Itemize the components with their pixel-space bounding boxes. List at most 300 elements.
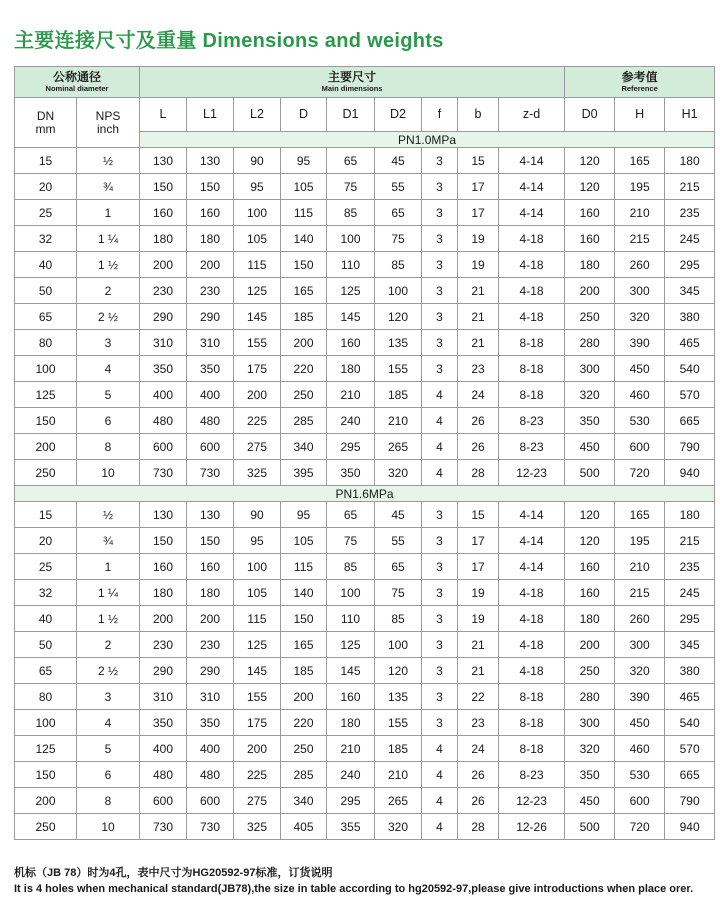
table-cell: 355 (327, 814, 375, 840)
table-cell: 210 (375, 408, 422, 434)
table-cell: 160 (140, 554, 187, 580)
table-cell: 3 (422, 356, 458, 382)
table-cell: 450 (565, 434, 615, 460)
table-cell: 200 (565, 632, 615, 658)
table-cell: 3 (422, 528, 458, 554)
table-cell: 480 (187, 762, 234, 788)
table-cell: 19 (458, 226, 499, 252)
table-cell: 85 (327, 554, 375, 580)
table-cell: 295 (665, 252, 715, 278)
table-cell: 180 (187, 580, 234, 606)
table-cell: 340 (281, 788, 327, 814)
table-cell: 195 (615, 174, 665, 200)
table-cell: 21 (458, 658, 499, 684)
table-cell: 26 (458, 762, 499, 788)
table-cell: 32 (15, 580, 77, 606)
table-cell: 320 (565, 382, 615, 408)
table-cell: 290 (140, 304, 187, 330)
table-cell: 340 (281, 434, 327, 460)
dimensions-table (14, 66, 715, 840)
table-cell: 150 (187, 528, 234, 554)
table-cell: 160 (565, 554, 615, 580)
table-row (15, 580, 715, 606)
table-cell: 3 (422, 148, 458, 174)
table-cell: 150 (140, 528, 187, 554)
table-cell: 180 (140, 226, 187, 252)
table-cell: 65 (375, 554, 422, 580)
table-cell: 200 (281, 330, 327, 356)
table-cell: 250 (565, 304, 615, 330)
table-cell: 320 (375, 814, 422, 840)
table-cell: 100 (15, 356, 77, 382)
table-cell: 480 (187, 408, 234, 434)
table-cell: 210 (327, 736, 375, 762)
table-cell: 155 (234, 684, 281, 710)
table-cell: 350 (140, 710, 187, 736)
table-cell: 4-14 (499, 174, 565, 200)
table-cell: 95 (234, 528, 281, 554)
table-cell: 450 (565, 788, 615, 814)
column-header-h: H (615, 98, 665, 132)
footnote-english: It is 4 holes when mechanical standard(JB78),the size in table according to hg20592-97,please give introductions when place orer. (14, 883, 694, 895)
table-cell: 295 (327, 434, 375, 460)
table-cell: 8-23 (499, 408, 565, 434)
table-cell: 325 (234, 460, 281, 486)
table-cell: 275 (234, 434, 281, 460)
table-cell: 2 ½ (77, 658, 140, 684)
column-header-d: D (281, 98, 327, 132)
table-cell: 160 (565, 200, 615, 226)
table-cell: 350 (327, 460, 375, 486)
table-cell: 345 (665, 278, 715, 304)
table-cell: 250 (15, 460, 77, 486)
table-cell: 2 (77, 632, 140, 658)
table-cell: 320 (615, 658, 665, 684)
table-row (15, 684, 715, 710)
table-cell: 395 (281, 460, 327, 486)
table-row (15, 736, 715, 762)
table-cell: 540 (665, 356, 715, 382)
table-cell: 165 (281, 632, 327, 658)
table-cell: 185 (281, 658, 327, 684)
table-cell: 260 (615, 252, 665, 278)
table-row (15, 356, 715, 382)
table-cell: 185 (281, 304, 327, 330)
table-cell: 480 (140, 408, 187, 434)
table-cell: 4-18 (499, 226, 565, 252)
nominal-diameter-header: 公称通径 Nominal diameter (15, 67, 140, 98)
table-cell: 20 (15, 528, 77, 554)
table-cell: 4-18 (499, 304, 565, 330)
table-cell: 295 (327, 788, 375, 814)
table-row (15, 554, 715, 580)
table-cell: 3 (422, 304, 458, 330)
table-cell: 4 (77, 710, 140, 736)
table-cell: 275 (234, 788, 281, 814)
column-header-l1: L1 (187, 98, 234, 132)
table-cell: 3 (77, 684, 140, 710)
table-cell: 15 (15, 148, 77, 174)
table-cell: 5 (77, 736, 140, 762)
table-cell: 175 (234, 356, 281, 382)
table-cell: 940 (665, 814, 715, 840)
table-cell: ¾ (77, 174, 140, 200)
table-cell: 150 (281, 252, 327, 278)
table-cell: 4-14 (499, 200, 565, 226)
table-cell: 230 (140, 278, 187, 304)
table-cell: 12-23 (499, 460, 565, 486)
column-header-row (15, 98, 715, 132)
table-cell: 3 (422, 174, 458, 200)
table-cell: 285 (281, 408, 327, 434)
table-cell: 320 (375, 460, 422, 486)
table-row (15, 330, 715, 356)
table-cell: 210 (375, 762, 422, 788)
table-cell: 180 (565, 252, 615, 278)
table-row (15, 226, 715, 252)
table-cell: 165 (615, 502, 665, 528)
table-cell: 150 (281, 606, 327, 632)
table-cell: 460 (615, 382, 665, 408)
table-cell: 215 (615, 580, 665, 606)
table-cell: 730 (187, 814, 234, 840)
table-cell: 390 (615, 684, 665, 710)
table-cell: 8 (77, 788, 140, 814)
table-cell: 195 (615, 528, 665, 554)
table-cell: 500 (565, 460, 615, 486)
table-cell: 390 (615, 330, 665, 356)
table-cell: 285 (281, 762, 327, 788)
table-cell: 90 (234, 502, 281, 528)
table-row (15, 382, 715, 408)
table-cell: 3 (422, 252, 458, 278)
table-cell: 310 (187, 330, 234, 356)
table-cell: 115 (281, 200, 327, 226)
section-label-row (15, 486, 715, 502)
table-cell: 19 (458, 606, 499, 632)
table-cell: 200 (140, 252, 187, 278)
table-cell: 250 (565, 658, 615, 684)
table-cell: 600 (140, 788, 187, 814)
table-cell: 300 (565, 356, 615, 382)
table-cell: 115 (234, 606, 281, 632)
table-cell: 8-18 (499, 736, 565, 762)
table-row (15, 632, 715, 658)
table-cell: 220 (281, 710, 327, 736)
table-cell: 4 (422, 762, 458, 788)
table-cell: 730 (140, 460, 187, 486)
table-cell: 400 (140, 382, 187, 408)
table-cell: 185 (375, 382, 422, 408)
table-cell: 215 (665, 174, 715, 200)
table-cell: 1 (77, 554, 140, 580)
table-cell: 4 (77, 356, 140, 382)
table-cell: 300 (615, 632, 665, 658)
table-cell: 3 (422, 502, 458, 528)
table-cell: 215 (615, 226, 665, 252)
table-cell: 180 (140, 580, 187, 606)
table-cell: 24 (458, 382, 499, 408)
table-cell: 250 (281, 736, 327, 762)
table-cell: 230 (187, 278, 234, 304)
table-cell: 3 (422, 658, 458, 684)
pn10-rows (15, 148, 715, 486)
table-cell: 17 (458, 174, 499, 200)
table-cell: 4-14 (499, 148, 565, 174)
table-cell: 400 (140, 736, 187, 762)
table-cell: 250 (281, 382, 327, 408)
table-cell: 15 (15, 502, 77, 528)
table-cell: 235 (665, 200, 715, 226)
nps-column-header: NPS inch (77, 98, 140, 148)
table-cell: 450 (615, 710, 665, 736)
table-cell: 22 (458, 684, 499, 710)
table-cell: 4 (422, 382, 458, 408)
table-cell: 235 (665, 554, 715, 580)
table-cell: 350 (565, 762, 615, 788)
table-cell: 120 (375, 658, 422, 684)
table-cell: 21 (458, 330, 499, 356)
table-cell: 790 (665, 788, 715, 814)
table-row (15, 148, 715, 174)
table-row (15, 658, 715, 684)
table-cell: 100 (15, 710, 77, 736)
table-cell: 325 (234, 814, 281, 840)
table-cell: 75 (375, 226, 422, 252)
table-cell: 380 (665, 658, 715, 684)
table-cell: 790 (665, 434, 715, 460)
table-row (15, 762, 715, 788)
table-cell: 80 (15, 684, 77, 710)
table-cell: 155 (375, 356, 422, 382)
table-cell: 225 (234, 408, 281, 434)
table-cell: 465 (665, 684, 715, 710)
table-cell: 3 (422, 330, 458, 356)
table-cell: 125 (15, 382, 77, 408)
table-cell: 4-18 (499, 278, 565, 304)
table-cell: 600 (140, 434, 187, 460)
table-cell: 150 (187, 174, 234, 200)
table-cell: 465 (665, 330, 715, 356)
table-cell: 210 (327, 382, 375, 408)
table-cell: 19 (458, 580, 499, 606)
table-cell: 3 (77, 330, 140, 356)
table-cell: 200 (234, 382, 281, 408)
table-cell: 165 (615, 148, 665, 174)
table-cell: 175 (234, 710, 281, 736)
table-row (15, 502, 715, 528)
table-cell: 4 (422, 788, 458, 814)
table-cell: 600 (615, 788, 665, 814)
table-row (15, 174, 715, 200)
table-cell: 350 (187, 710, 234, 736)
table-cell: 295 (665, 606, 715, 632)
table-cell: 100 (375, 632, 422, 658)
table-cell: 26 (458, 434, 499, 460)
table-cell: 8-18 (499, 710, 565, 736)
table-cell: 320 (565, 736, 615, 762)
table-cell: 125 (327, 632, 375, 658)
table-cell: 150 (140, 174, 187, 200)
table-cell: 90 (234, 148, 281, 174)
table-cell: 4 (422, 460, 458, 486)
table-cell: 310 (140, 330, 187, 356)
table-cell: 19 (458, 252, 499, 278)
table-cell: 225 (234, 762, 281, 788)
table-cell: 210 (615, 554, 665, 580)
table-cell: 65 (15, 658, 77, 684)
table-cell: 28 (458, 460, 499, 486)
table-cell: 10 (77, 460, 140, 486)
table-cell: 3 (422, 278, 458, 304)
table-cell: 65 (375, 200, 422, 226)
table-cell: 95 (234, 174, 281, 200)
table-cell: 200 (187, 252, 234, 278)
table-cell: 120 (565, 148, 615, 174)
table-cell: 160 (327, 684, 375, 710)
table-cell: 600 (187, 788, 234, 814)
table-cell: 4-14 (499, 502, 565, 528)
section-label-pn10: PN1.0MPa (140, 132, 715, 148)
table-cell: 50 (15, 632, 77, 658)
table-cell: 115 (234, 252, 281, 278)
table-cell: 730 (187, 460, 234, 486)
table-cell: 6 (77, 408, 140, 434)
table-cell: 215 (665, 528, 715, 554)
table-cell: 200 (187, 606, 234, 632)
table-cell: 100 (234, 200, 281, 226)
table-cell: 1 ½ (77, 252, 140, 278)
reference-header: 参考值 Reference (565, 67, 715, 98)
table-cell: 12-26 (499, 814, 565, 840)
table-cell: 3 (422, 554, 458, 580)
table-cell: 4 (422, 434, 458, 460)
table-cell: 480 (140, 762, 187, 788)
table-cell: 160 (187, 200, 234, 226)
table-cell: 75 (327, 174, 375, 200)
table-row (15, 434, 715, 460)
table-cell: 50 (15, 278, 77, 304)
table-cell: 40 (15, 606, 77, 632)
table-cell: 17 (458, 200, 499, 226)
table-cell: 10 (77, 814, 140, 840)
table-cell: 160 (565, 580, 615, 606)
table-cell: 100 (327, 226, 375, 252)
table-cell: 17 (458, 528, 499, 554)
table-cell: 28 (458, 814, 499, 840)
table-cell: 110 (327, 252, 375, 278)
table-cell: 240 (327, 408, 375, 434)
table-cell: 21 (458, 632, 499, 658)
table-cell: 85 (375, 252, 422, 278)
table-cell: 45 (375, 148, 422, 174)
column-header-d1: D1 (327, 98, 375, 132)
table-cell: 310 (187, 684, 234, 710)
table-row (15, 710, 715, 736)
table-cell: 500 (565, 814, 615, 840)
table-cell: 200 (234, 736, 281, 762)
table-cell: 65 (327, 502, 375, 528)
main-dimensions-header: 主要尺寸 Main dimensions (140, 67, 565, 98)
table-cell: ½ (77, 502, 140, 528)
table-cell: 245 (665, 580, 715, 606)
table-cell: 4-18 (499, 606, 565, 632)
table-cell: 250 (15, 814, 77, 840)
table-cell: 400 (187, 736, 234, 762)
table-cell: 400 (187, 382, 234, 408)
column-header-b: b (458, 98, 499, 132)
table-cell: 8-23 (499, 434, 565, 460)
table-cell: 120 (565, 528, 615, 554)
table-cell: 1 (77, 200, 140, 226)
table-cell: 80 (15, 330, 77, 356)
table-cell: 240 (327, 762, 375, 788)
table-cell: 85 (375, 606, 422, 632)
table-cell: 15 (458, 502, 499, 528)
table-cell: 220 (281, 356, 327, 382)
table-row (15, 460, 715, 486)
table-cell: 200 (15, 788, 77, 814)
table-cell: 26 (458, 788, 499, 814)
table-cell: 180 (565, 606, 615, 632)
pn16-label-group (15, 486, 715, 502)
table-row (15, 528, 715, 554)
table-cell: 265 (375, 434, 422, 460)
table-cell: 460 (615, 736, 665, 762)
table-cell: 4-14 (499, 528, 565, 554)
table-cell: 120 (375, 304, 422, 330)
table-cell: 21 (458, 278, 499, 304)
table-row (15, 252, 715, 278)
table-cell: 145 (234, 304, 281, 330)
table-cell: 665 (665, 408, 715, 434)
table-cell: 120 (565, 174, 615, 200)
table-cell: 730 (140, 814, 187, 840)
table-cell: 6 (77, 762, 140, 788)
table-cell: 17 (458, 554, 499, 580)
table-cell: 210 (615, 200, 665, 226)
table-cell: 25 (15, 200, 77, 226)
table-cell: 140 (281, 226, 327, 252)
table-cell: 65 (15, 304, 77, 330)
table-cell: 180 (187, 226, 234, 252)
page-title: 主要连接尺寸及重量 Dimensions and weights (14, 30, 444, 52)
table-cell: 2 ½ (77, 304, 140, 330)
table-cell: 280 (565, 684, 615, 710)
table-cell: 300 (565, 710, 615, 736)
table-cell: 4 (422, 736, 458, 762)
table-cell: 4-18 (499, 580, 565, 606)
table-cell: 180 (327, 356, 375, 382)
table-row (15, 814, 715, 840)
column-header-h1: H1 (665, 98, 715, 132)
table-cell: 350 (140, 356, 187, 382)
section-label-pn16: PN1.6MPa (15, 486, 715, 502)
table-cell: 120 (565, 502, 615, 528)
table-cell: 200 (281, 684, 327, 710)
table-cell: 350 (187, 356, 234, 382)
table-cell: 125 (234, 632, 281, 658)
column-header-d0: D0 (565, 98, 615, 132)
table-cell: 100 (327, 580, 375, 606)
table-cell: 3 (422, 684, 458, 710)
table-cell: 2 (77, 278, 140, 304)
table-cell: 1 ¼ (77, 226, 140, 252)
table-cell: 540 (665, 710, 715, 736)
table-cell: 95 (281, 502, 327, 528)
table-cell: 570 (665, 382, 715, 408)
column-header-d2: D2 (375, 98, 422, 132)
